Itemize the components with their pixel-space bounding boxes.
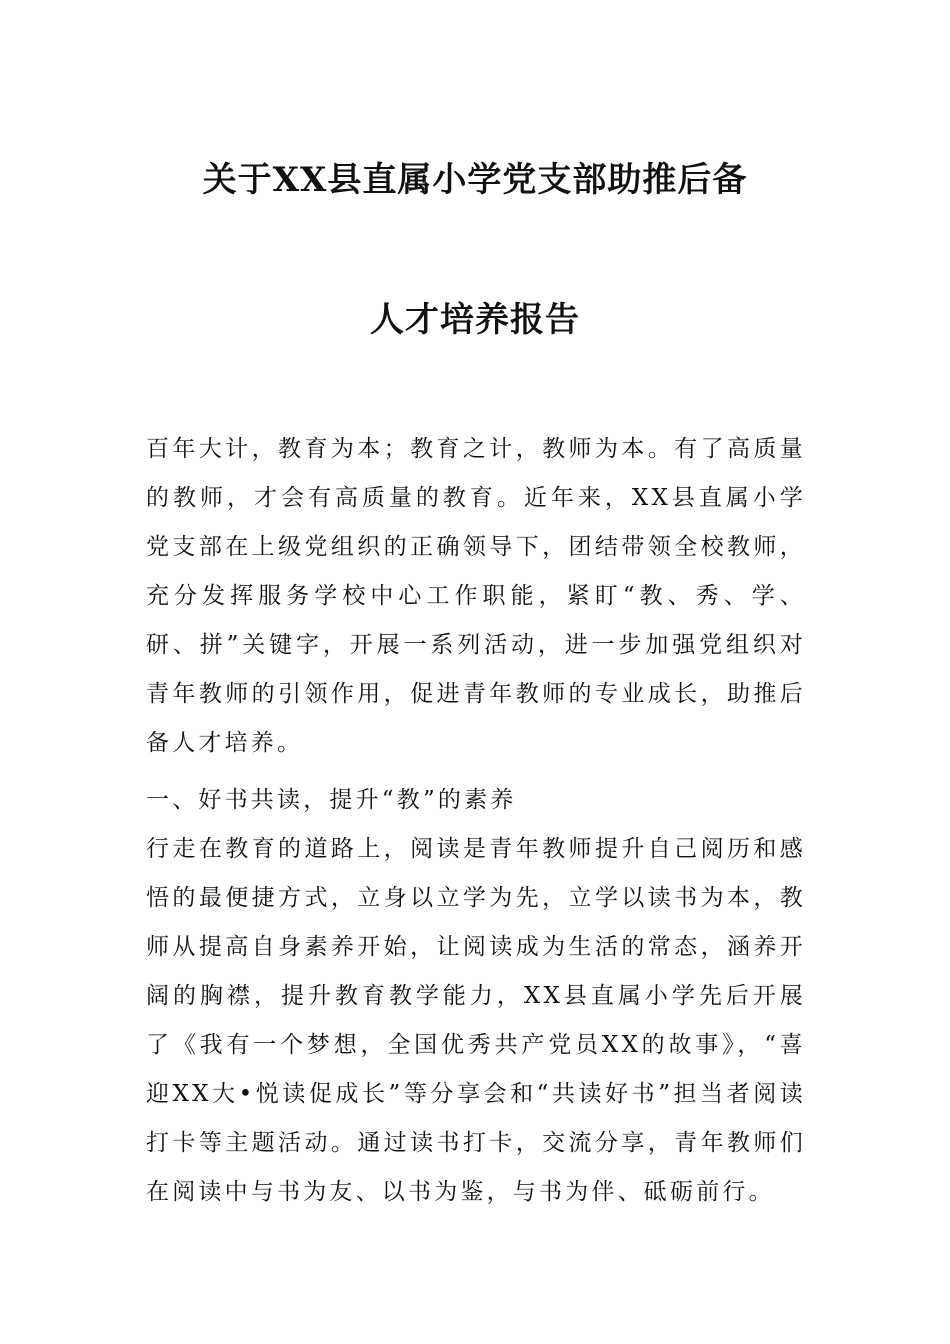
- section-paragraph: 行走在教育的道路上，阅读是青年教师提升自己阅历和感悟的最便捷方式，立身以立学为先，立学以读书为本，教师从提高自身素养开始，让阅读成为生活的常态，涵养开阔的胸襟，提升教育教学能力，XX县直属小学先后开展了《我有一个梦想，全国优秀共产党员XX的故事》，“喜迎XX大•悦读促成长”等分享会和“共读好书”担当者阅读打卡等主题活动。通过读书打卡，交流分享，青年教师们在阅读中与书为友、以书为鉴，与书为伴、砥砺前行。: [146, 836, 806, 1205]
- document-title-line-1: 关于XX县直属小学党支部助推后备: [202, 160, 748, 200]
- document-title-line-2: 人才培养报告: [370, 300, 580, 340]
- intro-paragraph: 百年大计，教育为本；教育之计，教师为本。有了高质量的教师，才会有高质量的教育。近年来，XX县直属小学党支部在上级党组织的正确领导下，团结带领全校教师，充分发挥服务学校中心工作职能，紧盯“教、秀、学、研、拼”关键字，开展一系列活动，进一步加强党组织对青年教师的引领作用，促进青年教师的专业成长，助推后备人才培养。: [146, 436, 806, 756]
- section-heading: 一、好书共读，提升“教”的素养: [146, 787, 517, 813]
